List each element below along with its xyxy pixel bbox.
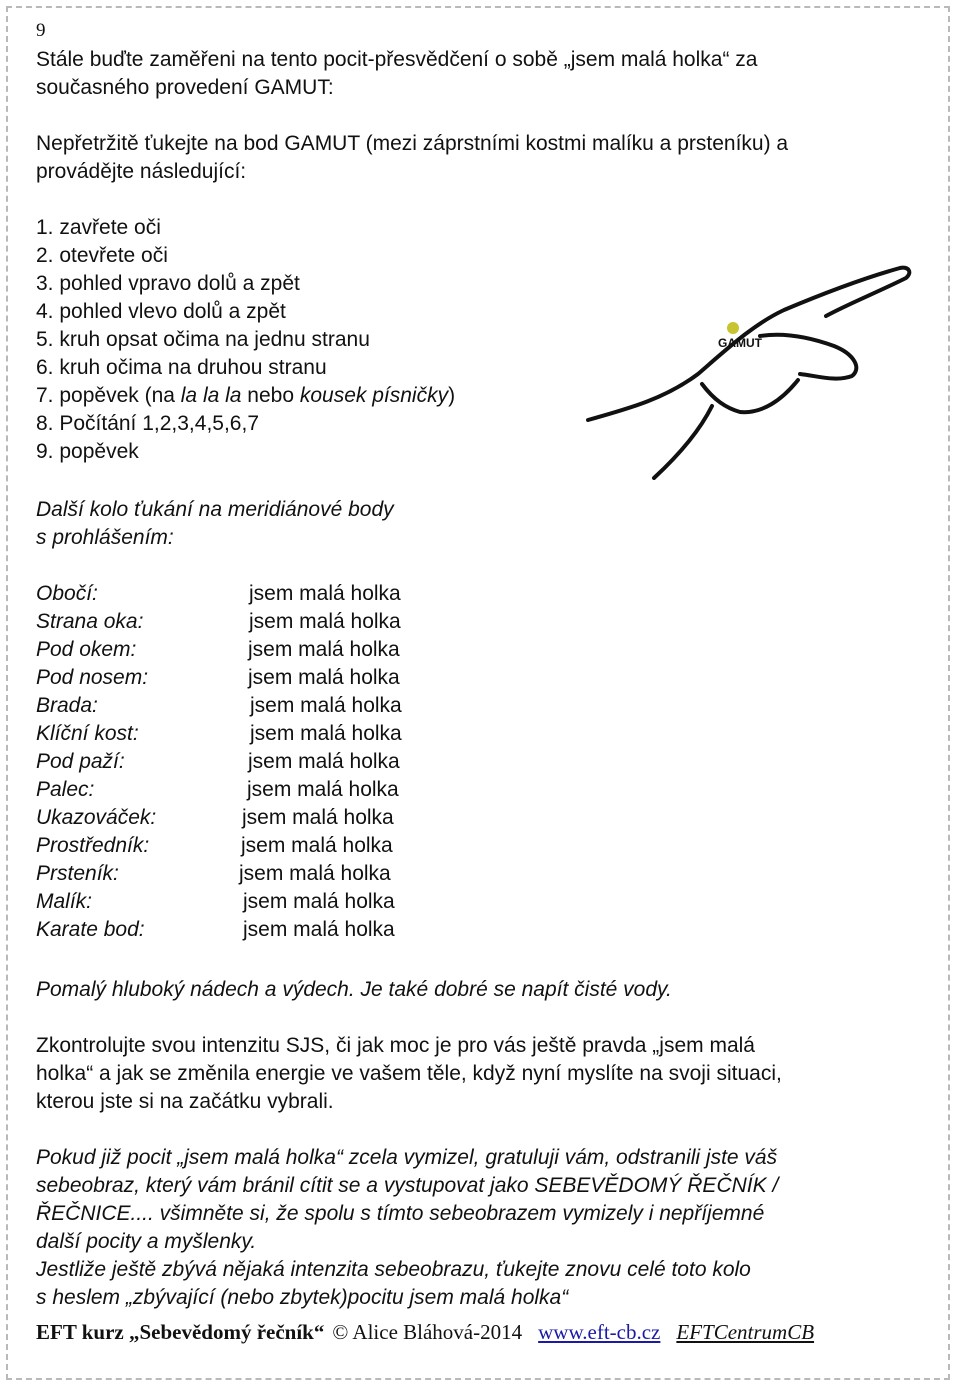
tap-point-label: Pod nosem: <box>36 666 149 689</box>
footer-centrum-label: EFTCentrumCB <box>676 1320 815 1344</box>
tap-phrase: jsem malá holka <box>250 694 402 717</box>
step-item: 5. kruh opsat očima na jednu stranu <box>36 328 370 351</box>
closing-line-1: Pokud již pocit „jsem malá holka“ zcela vymizel, gratuluji vám, odstranili jste váš <box>36 1146 778 1169</box>
closing-line-3: ŘEČNICE.... všimněte si, že spolu s tímto sebeobrazem vymizely i nepříjemné <box>36 1202 765 1225</box>
tap-phrase: jsem malá holka <box>241 834 393 857</box>
tap-point-label: Palec: <box>36 778 95 801</box>
step-item: 6. kruh očima na druhou stranu <box>36 356 327 379</box>
closing-line-4: další pocity a myšlenky. <box>36 1230 257 1253</box>
page-number: 9 <box>36 20 46 41</box>
tap-point-label: Pod paží: <box>36 750 125 773</box>
step7-middle: nebo <box>241 384 300 407</box>
tap-phrase: jsem malá holka <box>243 918 395 941</box>
gamut-hand-illustration <box>586 258 916 480</box>
closing-line-5: Jestliže ještě zbývá nějaká intenzita sebeobrazu, ťukejte znovu celé toto kolo <box>36 1258 751 1281</box>
step-item: 8. Počítání 1,2,3,4,5,6,7 <box>36 412 259 435</box>
tap-phrase: jsem malá holka <box>250 722 402 745</box>
footer-course-title: EFT kurz „Sebevědomý řečník“ <box>36 1320 325 1344</box>
intro-line-2: současného provedení GAMUT: <box>36 76 334 99</box>
footer-author: © Alice Bláhová-2014 <box>332 1320 523 1344</box>
tap-point-label: Ukazováček: <box>36 806 157 829</box>
tap-phrase: jsem malá holka <box>248 750 400 773</box>
breath-instruction: Pomalý hluboký nádech a výdech. Je také dobré se napít čisté vody. <box>36 978 672 1001</box>
tap-phrase: jsem malá holka <box>242 806 394 829</box>
closing-line-6: s heslem „zbývající (nebo zbytek)pocitu jsem malá holka“ <box>36 1286 569 1309</box>
step7-italic-song: kousek písničky <box>299 384 449 407</box>
tap-point-label: Brada: <box>36 694 98 717</box>
tap-phrase: jsem malá holka <box>239 862 391 885</box>
step-item-7 <box>36 382 455 410</box>
tap-point-label: Prostředník: <box>36 834 150 857</box>
tap-phrase: jsem malá holka <box>248 666 400 689</box>
footer <box>36 1320 936 1345</box>
check-line-1: Zkontrolujte svou intenzitu SJS, či jak moc je pro vás ještě pravda „jsem malá <box>36 1034 755 1057</box>
step-item: 1. zavřete oči <box>36 216 161 239</box>
gamut-point-dot <box>727 322 739 334</box>
step-item: 3. pohled vpravo dolů a zpět <box>36 272 300 295</box>
instruction-line-2: provádějte následující: <box>36 160 247 183</box>
tap-point-label: Strana oka: <box>36 610 144 633</box>
tap-point-label: Karate bod: <box>36 918 145 941</box>
instruction-line-1: Nepřetržitě ťukejte na bod GAMUT (mezi záprstními kostmi malíku a prsteníku) a <box>36 132 789 155</box>
step-item: 2. otevřete oči <box>36 244 168 267</box>
tap-phrase: jsem malá holka <box>247 778 399 801</box>
closing-line-2: sebeobraz, který vám bránil cítit se a vystupovat jako SEBEVĚDOMÝ ŘEČNÍK / <box>36 1174 779 1197</box>
tap-point-label: Klíční kost: <box>36 722 139 745</box>
footer-website-link[interactable]: www.eft-cb.cz <box>538 1320 661 1344</box>
tap-point-label: Pod okem: <box>36 638 137 661</box>
next-round-line-2: s prohlášením: <box>36 526 174 549</box>
step-item: 4. pohled vlevo dolů a zpět <box>36 300 286 323</box>
gamut-label: GAMUT <box>718 336 762 350</box>
tap-phrase: jsem malá holka <box>249 610 401 633</box>
check-line-2: holka“ a jak se změnila energie ve vašem těle, když nyní myslíte na svoji situaci, <box>36 1062 782 1085</box>
next-round-line-1: Další kolo ťukání na meridiánové body <box>36 498 394 521</box>
tap-point-label: Malík: <box>36 890 93 913</box>
gamut-steps-list <box>36 214 455 466</box>
tap-phrase: jsem malá holka <box>243 890 395 913</box>
intro-line-1: Stále buďte zaměřeni na tento pocit-přesvědčení o sobě „jsem malá holka“ za <box>36 48 758 71</box>
step7-prefix: 7. popěvek (na <box>36 384 181 407</box>
step-item: 9. popěvek <box>36 440 139 463</box>
tap-point-label: Obočí: <box>36 582 98 605</box>
tap-phrase: jsem malá holka <box>249 582 401 605</box>
tap-point-label: Prsteník: <box>36 862 119 885</box>
tap-phrase: jsem malá holka <box>248 638 400 661</box>
check-line-3: kterou jste si na začátku vybrali. <box>36 1090 334 1113</box>
step7-italic-la: la la la <box>180 384 242 407</box>
step7-suffix: ) <box>448 384 456 407</box>
